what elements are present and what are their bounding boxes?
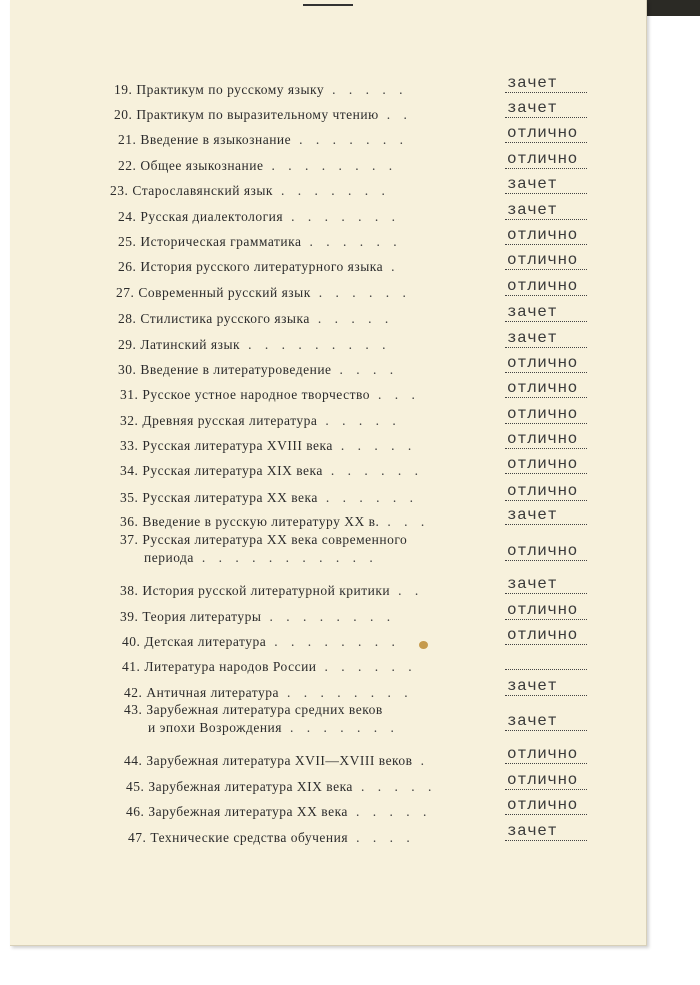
subject-line (128, 830, 415, 846)
grade-underline (505, 644, 587, 645)
subject-name: Русская диалектология (140, 209, 284, 224)
subject-number: 24. (118, 209, 137, 224)
leader-dots: . . . . . . . . . . . (201, 550, 378, 565)
subject-name: Русская литература XIX века (142, 463, 323, 478)
leader-dots: . . . . . . (325, 490, 419, 505)
subject-name: Практикум по русскому языку (136, 82, 325, 97)
grade-stamp: зачет (507, 99, 558, 117)
leader-dots: . . . (387, 514, 430, 529)
grade-stamp: отлично (507, 601, 578, 619)
leader-dots: . . . . . . . (289, 720, 399, 735)
subject-number: 35. (120, 490, 139, 505)
grade-stamp: зачет (507, 74, 558, 92)
grade-underline (505, 117, 587, 118)
leader-dots: . . . . . . . . . (248, 337, 391, 352)
grade-stamp: зачет (507, 822, 558, 840)
leader-dots: . . . . . (360, 779, 437, 794)
subject-line (120, 532, 407, 548)
subject-name: История русского литературного языка (140, 259, 384, 274)
grade-underline (505, 524, 587, 525)
leader-dots: . . . . . . (324, 659, 417, 674)
grade-stamp: зачет (507, 329, 558, 347)
subject-name: Практикум по выразительному чтению (136, 107, 379, 122)
leader-dots: . . . . . (355, 804, 432, 819)
grade-stamp: отлично (507, 251, 578, 269)
subject-number: 26. (118, 259, 137, 274)
grade-underline (505, 321, 587, 322)
binding-mark (303, 4, 353, 6)
subject-number: 19. (114, 82, 133, 97)
grade-underline (505, 397, 587, 398)
grade-stamp: отлично (507, 277, 578, 295)
subject-number: 37. (120, 532, 139, 547)
subject-line (118, 132, 408, 148)
leader-dots: . . . . . (325, 413, 401, 428)
subject-line-continued (148, 720, 399, 736)
subject-name: Старославянский язык (132, 183, 273, 198)
subject-line (116, 285, 411, 301)
subject-name: Технические средства обучения (150, 830, 349, 845)
subject-name: Стилистика русского языка (140, 311, 310, 326)
leader-dots: . . . . . . . . (269, 609, 396, 624)
grade-underline (505, 372, 587, 373)
subject-name: Детская литература (144, 634, 267, 649)
subject-line (120, 463, 423, 479)
subject-number: 39. (120, 609, 139, 624)
leader-dots: . . . . . . (309, 234, 402, 249)
leader-dots: . (420, 753, 429, 768)
subject-name: Литература народов России (144, 659, 317, 674)
subject-number: 36. (120, 514, 139, 529)
subject-line (118, 311, 393, 327)
subject-line (120, 583, 423, 599)
subject-line (122, 659, 417, 675)
subject-number: 32. (120, 413, 139, 428)
subject-number: 30. (118, 362, 137, 377)
grade-underline (505, 473, 587, 474)
subject-number: 42. (124, 685, 143, 700)
grade-stamp: отлично (507, 771, 578, 789)
grade-stamp: отлично (507, 124, 578, 142)
grade-underline (505, 423, 587, 424)
grade-stamp: отлично (507, 379, 578, 397)
subject-number: 23. (110, 183, 129, 198)
subject-line (114, 107, 412, 123)
grade-stamp: отлично (507, 626, 578, 644)
grade-stamp: отлично (507, 745, 578, 763)
grade-underline (505, 619, 587, 620)
subject-line (114, 82, 408, 98)
grade-stamp: зачет (507, 506, 558, 524)
subject-line (118, 209, 400, 225)
leader-dots: . . . . (356, 830, 415, 845)
subject-number: 46. (126, 804, 145, 819)
subject-line (118, 362, 398, 378)
leader-dots: . . . . . (332, 82, 408, 97)
subject-number: 43. (124, 702, 143, 717)
subject-number: 25. (118, 234, 137, 249)
subject-name: История русской литературной критики (142, 583, 391, 598)
subject-name: Русская литература XVIII века (142, 438, 333, 453)
subject-line (120, 413, 401, 429)
grade-underline (505, 448, 587, 449)
subject-line (120, 490, 418, 506)
grade-underline (505, 669, 587, 670)
grade-underline (505, 295, 587, 296)
subject-name-continued: периода (144, 550, 194, 565)
subject-line (120, 514, 429, 530)
grade-underline (505, 763, 587, 764)
subject-name: Зарубежная литература XIX века (148, 779, 353, 794)
grade-underline (505, 347, 587, 348)
subject-name: Латинский язык (140, 337, 241, 352)
subject-number: 44. (124, 753, 143, 768)
grade-underline (505, 269, 587, 270)
leader-dots: . . (386, 107, 412, 122)
grade-stamp: отлично (507, 430, 578, 448)
subject-line (110, 183, 390, 199)
subject-number: 27. (116, 285, 135, 300)
subject-number: 41. (122, 659, 141, 674)
subject-name: Теория литературы (142, 609, 262, 624)
paper-stain (419, 641, 428, 649)
subject-name: Введение в русскую литературу XX в. (142, 514, 380, 529)
leader-dots: . . . . (339, 362, 399, 377)
subject-line (124, 753, 429, 769)
grade-underline (505, 142, 587, 143)
grade-stamp: отлично (507, 405, 578, 423)
subject-line (118, 158, 397, 174)
grade-stamp: отлично (507, 150, 578, 168)
subject-name: Русская литература XX века современного (142, 532, 408, 547)
leader-dots: . . . . . . . (291, 209, 400, 224)
grade-stamp: отлично (507, 455, 578, 473)
grade-underline (505, 840, 587, 841)
leader-dots: . . . . . . . . (287, 685, 413, 700)
subject-number: 28. (118, 311, 137, 326)
subject-name: Зарубежная литература XX века (148, 804, 348, 819)
subject-line (120, 438, 416, 454)
subject-line-continued (144, 550, 378, 566)
grade-underline (505, 560, 587, 561)
subject-name: Древняя русская литература (142, 413, 318, 428)
grade-stamp: отлично (507, 542, 578, 560)
leader-dots: . . . (378, 387, 420, 402)
subject-line (120, 609, 395, 625)
grade-underline (505, 593, 587, 594)
subject-name: Русское устное народное творчество (142, 387, 371, 402)
grade-underline (505, 500, 587, 501)
subject-name: Введение в литературоведение (140, 362, 332, 377)
subject-line (118, 234, 402, 250)
subject-line (126, 804, 431, 820)
document-page (10, 0, 647, 946)
grade-stamp: зачет (507, 175, 558, 193)
subject-name: Современный русский язык (138, 285, 311, 300)
subject-name: Зарубежная литература средних веков (146, 702, 383, 717)
subject-number: 34. (120, 463, 139, 478)
grade-stamp: отлично (507, 482, 578, 500)
subject-name-continued: и эпохи Возрождения (148, 720, 282, 735)
subject-number: 31. (120, 387, 139, 402)
subject-name: Историческая грамматика (140, 234, 302, 249)
subject-line (120, 387, 420, 403)
subject-number: 21. (118, 132, 137, 147)
grade-stamp: зачет (507, 575, 558, 593)
grade-stamp: отлично (507, 354, 578, 372)
subject-line (124, 702, 383, 718)
grade-underline (505, 730, 587, 731)
subject-line (122, 634, 400, 650)
grade-stamp: зачет (507, 712, 558, 730)
subject-line (126, 779, 436, 795)
grade-underline (505, 92, 587, 93)
subject-name: Общее языкознание (140, 158, 264, 173)
subject-number: 45. (126, 779, 145, 794)
subject-line (124, 685, 413, 701)
subject-line (118, 337, 390, 353)
leader-dots: . . . . . . . . (274, 634, 400, 649)
subject-number: 38. (120, 583, 139, 598)
leader-dots: . . . . . . (330, 463, 424, 478)
grade-stamp: отлично (507, 796, 578, 814)
subject-name: Зарубежная литература XVII—XVIII веков (146, 753, 413, 768)
grade-stamp: отлично (507, 226, 578, 244)
grade-underline (505, 695, 587, 696)
subject-number: 20. (114, 107, 133, 122)
subject-name: Введение в языкознание (140, 132, 292, 147)
grade-underline (505, 814, 587, 815)
subject-number: 47. (128, 830, 147, 845)
grade-stamp: зачет (507, 303, 558, 321)
subject-number: 22. (118, 158, 137, 173)
subject-number: 33. (120, 438, 139, 453)
subject-number: 29. (118, 337, 137, 352)
leader-dots: . . . . . . . . (271, 158, 398, 173)
subject-name: Русская литература XX века (142, 490, 318, 505)
leader-dots: . . (398, 583, 424, 598)
subject-line (118, 259, 400, 275)
leader-dots: . . . . . (317, 311, 394, 326)
grade-underline (505, 219, 587, 220)
subject-name: Античная литература (146, 685, 280, 700)
grade-stamp: зачет (507, 677, 558, 695)
subject-number: 40. (122, 634, 141, 649)
leader-dots: . (391, 259, 400, 274)
leader-dots: . . . . . (340, 438, 417, 453)
grade-underline (505, 244, 587, 245)
leader-dots: . . . . . . . (299, 132, 409, 147)
leader-dots: . . . . . . (318, 285, 411, 300)
grade-underline (505, 168, 587, 169)
grade-stamp: зачет (507, 201, 558, 219)
scanner-background (640, 0, 700, 16)
grade-underline (505, 789, 587, 790)
leader-dots: . . . . . . . (281, 183, 390, 198)
grade-underline (505, 193, 587, 194)
